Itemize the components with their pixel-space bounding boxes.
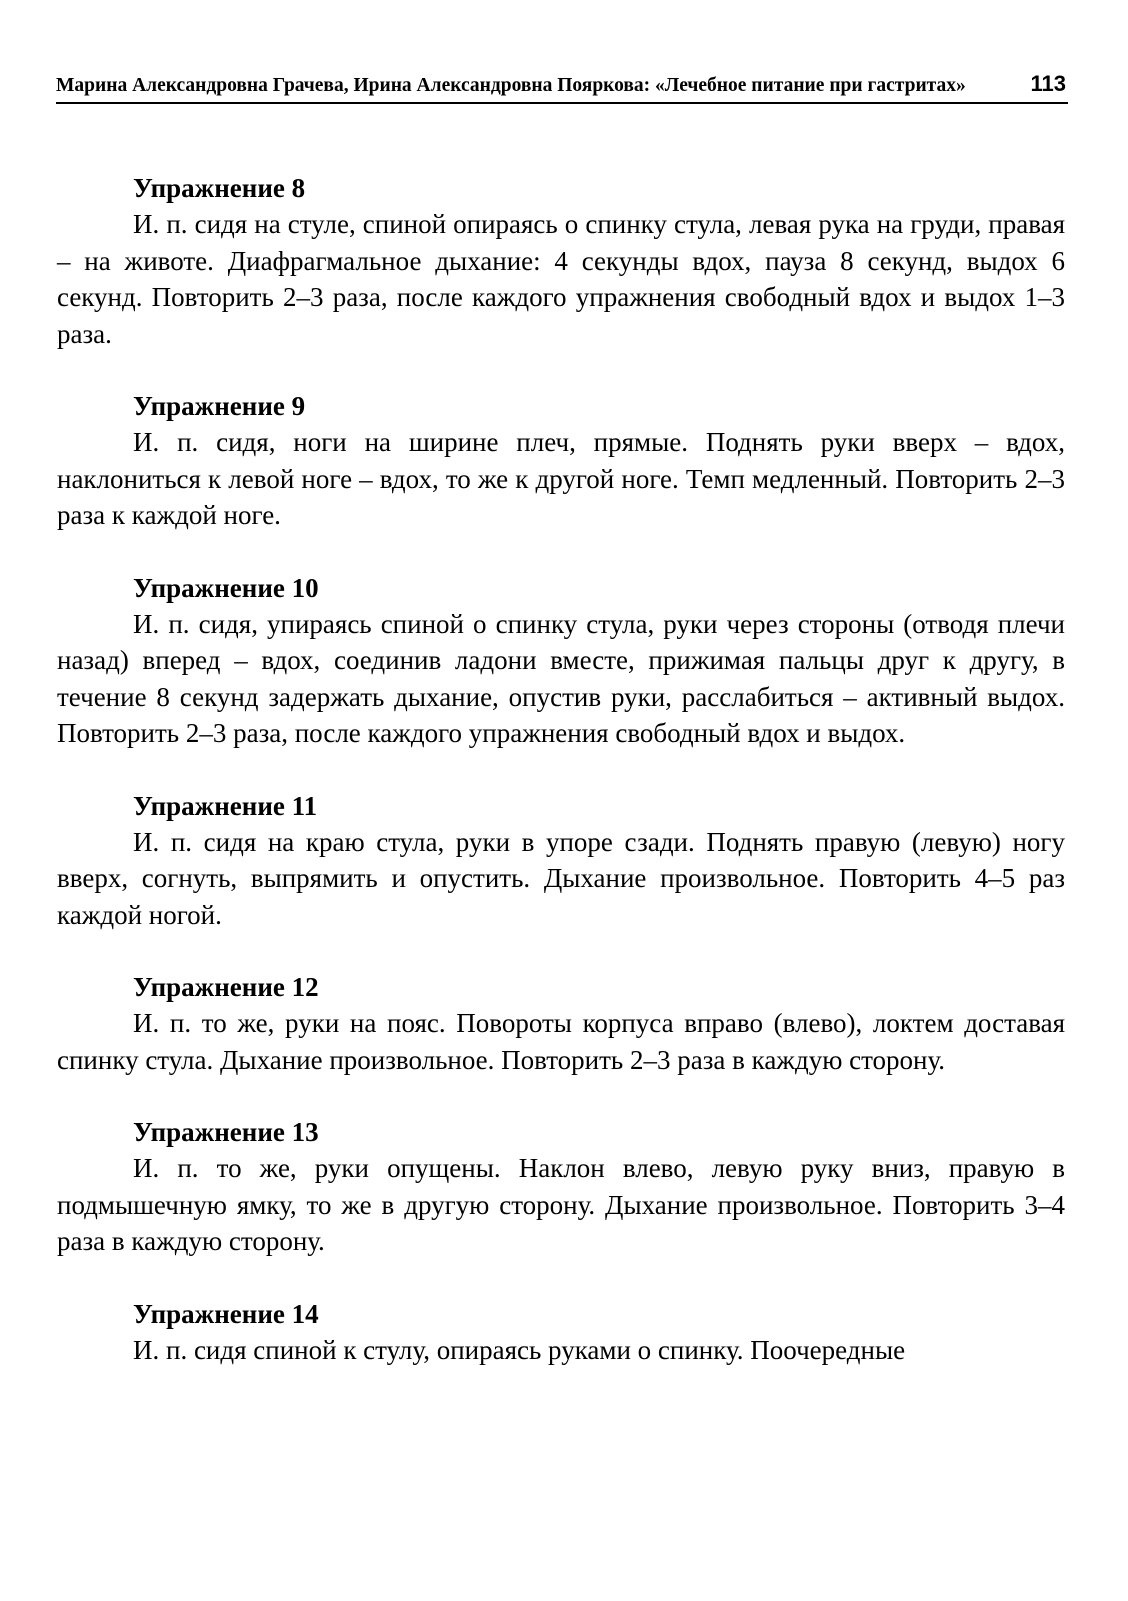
exercise-9 [57, 388, 1065, 534]
exercise-title: Упражнение 12 [133, 972, 319, 1002]
exercise-title: Упражнение 9 [133, 391, 306, 421]
page-content [57, 170, 1065, 1404]
exercise-text: И. п. то же, руки опущены. Наклон влево, левую руку вниз, правую в подмышечную ямку, то же в другую сторону. Дыхание произвольное. Повторить 3–4 раза в каждую сторону. [57, 1153, 1065, 1256]
exercise-8 [57, 170, 1065, 352]
exercise-14 [57, 1296, 1065, 1369]
exercise-title: Упражнение 11 [133, 790, 318, 821]
exercise-10 [57, 570, 1065, 752]
exercise-text: И. п. сидя спиной к стулу, опираясь руками о спинку. Поочередные [133, 1334, 906, 1365]
exercise-12 [57, 969, 1065, 1078]
exercise-11 [57, 788, 1065, 934]
book-title: Марина Александровна Грачева, Ирина Александровна Пояркова: «Лечебное питание при гастритах» [56, 75, 966, 96]
exercise-13 [57, 1114, 1065, 1260]
page-number: 113 [1030, 71, 1066, 96]
exercise-text: И. п. сидя, упираясь спиной о спинку стула, руки через стороны (отводя плечи назад) вперед – вдох, соединив ладони вместе, прижимая пальцы друг к другу, в течение 8 секунд задержать дыхание, опустив руки, расслабиться – активный выдох. Повторить 2–3 раза, после каждого упражнения свободный вдох и выдох. [57, 608, 1065, 748]
page-header [56, 71, 1068, 104]
exercise-title: Упражнение 10 [133, 572, 319, 603]
exercise-text: И. п. сидя на краю стула, руки в упоре сзади. Поднять правую (левую) ногу вверх, согнуть, выпрямить и опустить. Дыхание произвольное. Повторить 4–5 раз каждой ногой. [57, 826, 1065, 930]
exercise-title: Упражнение 14 [133, 1298, 319, 1329]
exercise-text: И. п. сидя на стуле, спиной опираясь о спинку стула, левая рука на груди, правая – на животе. Диафрагмальное дыхание: 4 секунды вдох, пауза 8 секунд, выдох 6 секунд. Повторить 2–3 раза, после каждого упражнения свободный вдох и выдох 1–3 раза. [57, 209, 1065, 349]
exercise-title: Упражнение 8 [133, 173, 306, 203]
exercise-title: Упражнение 13 [133, 1117, 319, 1147]
exercise-text: И. п. сидя, ноги на ширине плеч, прямые. Поднять руки вверх – вдох, наклониться к левой ноге – вдох, то же к другой ноге. Темп медленный. Повторить 2–3 раза к каждой ноге. [57, 427, 1065, 530]
exercise-text: И. п. то же, руки на пояс. Повороты корпуса вправо (влево), локтем доставая спинку стула. Дыхание произвольное. Повторить 2–3 раза в каждую сторону. [57, 1008, 1065, 1075]
